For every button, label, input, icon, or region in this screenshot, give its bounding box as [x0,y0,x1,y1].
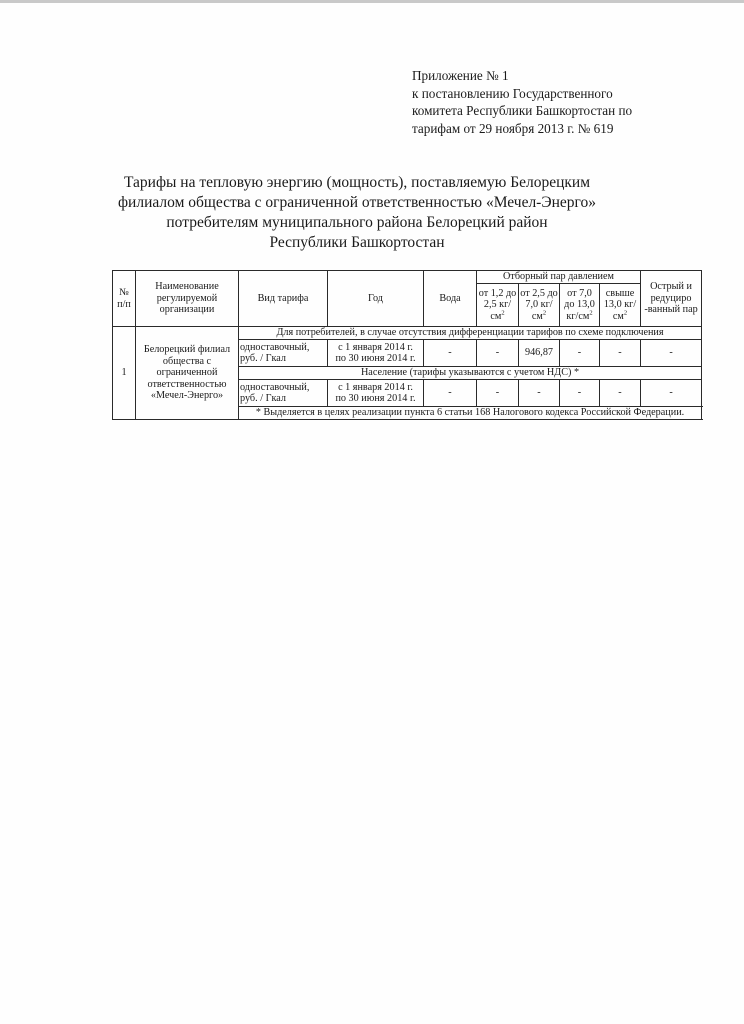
tariff-table [112,270,702,420]
cell-line: по 30 июня 2014 г. [335,393,416,404]
pressure-2-cell: 946,87 [519,340,560,367]
pressure-3-cell: - [560,380,600,407]
water-cell: - [424,340,477,367]
section-label: Население (тарифы указываются с учетом НДС) * [239,367,702,380]
pressure-4-cell: - [600,380,641,407]
pressure-1-cell: - [477,340,519,367]
header-pressure-2 [519,283,560,327]
pressure-label: от 7,0 до 13,0 кг/см [564,287,595,322]
header-sharp-steam: Острый и редуциро -ванный пар [641,271,702,327]
header-tariff-type: Вид тарифа [239,271,328,327]
water-cell: - [424,380,477,407]
cell-line: с 1 января 2014 г. [338,381,413,393]
header-steam-group: Отборный пар давлением [477,271,641,284]
pressure-label: свыше 13,0 кг/см [603,287,637,322]
superscript: 2 [501,309,505,317]
section-label: Для потребителей, в случае отсутствия дифференциации тарифов по схеме подключения [239,327,702,340]
cell-line: руб. / Гкал [240,353,286,364]
period-cell [328,340,424,367]
header-year: Год [328,271,424,327]
superscript: 2 [589,309,593,317]
header-pressure-3 [560,283,600,327]
sharp-steam-cell: - [641,380,702,407]
header-num: № п/п [113,271,136,327]
pressure-4-cell: - [600,340,641,367]
cell-line: руб. / Гкал [240,393,286,404]
footnote: * Выделяется в целях реализации пункта 6 статьи 168 Налогового кодекса Российской Федерации. [239,407,702,420]
cell-line: по 30 июня 2014 г. [335,353,416,364]
appendix-line: Приложение № 1 [412,68,509,83]
appendix-line: к постановлению Государственного [412,85,613,101]
header-pressure-1 [477,283,519,327]
pressure-label: от 1,2 до 2,5 кг/см [478,287,517,322]
header-water: Вода [424,271,477,327]
title-line: филиалом общества с ограниченной ответственностью «Мечел-Энерго» [118,194,596,211]
header-org: Наименование регулируемой организации [136,271,239,327]
header-row [113,271,702,284]
header-pressure-4 [600,283,641,327]
tariff-type-cell [239,380,328,407]
appendix-note [412,67,712,137]
pressure-label: от 2,5 до 7,0 кг/см [520,287,558,322]
title-line: потребителям муниципального района Белорецкий район [166,214,548,231]
appendix-line: тарифам от 29 ноября 2013 г. № 619 [412,120,614,136]
section-row [113,327,702,340]
pressure-2-cell: - [519,380,560,407]
cell-line: одноставочный, [240,381,310,393]
row-number: 1 [113,327,136,420]
title-line: Республики Башкортостан [269,234,445,251]
sharp-steam-cell: - [641,340,702,367]
pressure-1-cell: - [477,380,519,407]
cell-line: с 1 января 2014 г. [338,341,413,353]
title-line: Тарифы на тепловую энергию (мощность), поставляемую Белорецким [123,174,591,191]
pressure-3-cell: - [560,340,600,367]
period-cell [328,380,424,407]
scan-edge [0,0,744,3]
superscript: 2 [542,309,547,317]
appendix-line: комитета Республики Башкортостан по [412,103,633,118]
organization-name: Белорецкий филиал общества с ограниченной ответственностью «Мечел-Энерго» [136,327,239,420]
superscript: 2 [623,309,628,317]
cell-line: одноставочный, [240,341,310,353]
tariff-type-cell [239,340,328,367]
document-title [112,173,602,253]
